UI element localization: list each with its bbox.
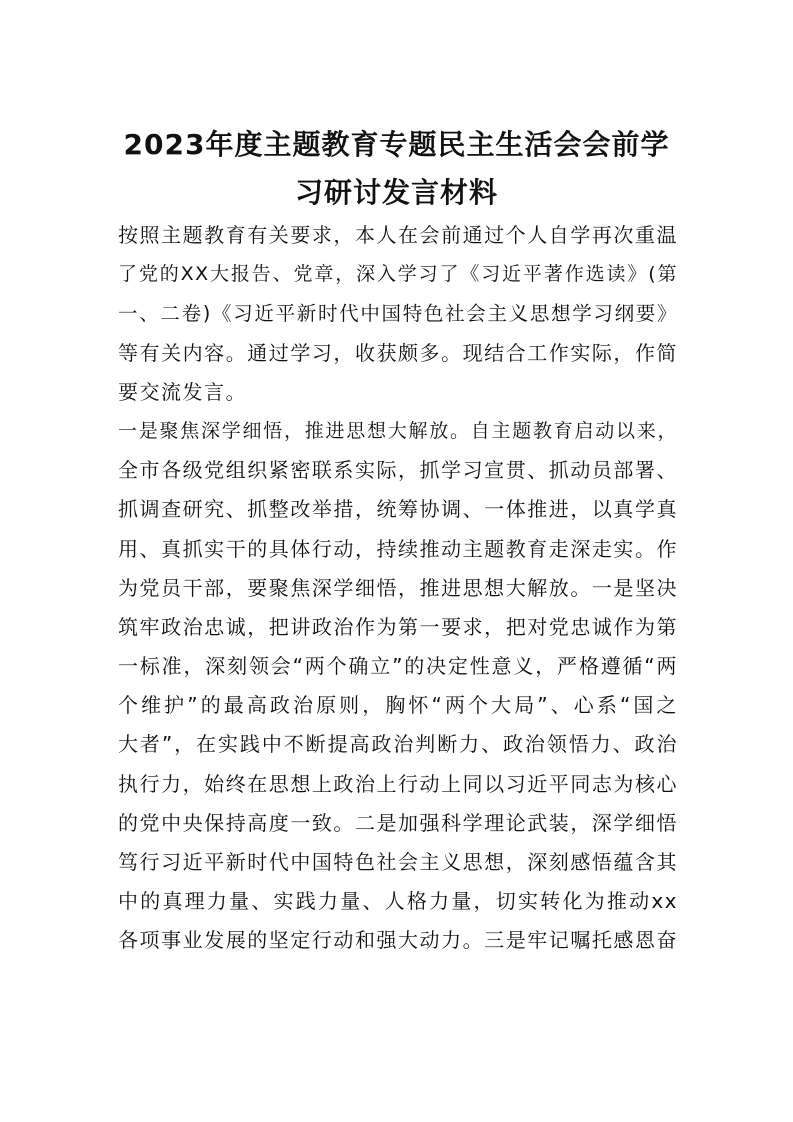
text-line: 一是聚焦深学细悟，推进思想大解放。自主题教育启动以来，: [118, 419, 678, 442]
text-line: 抓调查研究、抓整改举措，统筹协调、一体推进，以真学真: [118, 497, 678, 522]
text-line: 大者”，在实践中不断提高政治判断力、政治领悟力、政治: [118, 732, 678, 757]
text-line: 的党中央保持高度一致。二是加强科学理论武装，深学细悟: [118, 810, 678, 835]
text-line: 了党的XX大报告、党章，深入学习了《习近平著作选读》(第: [118, 263, 678, 286]
text-line: 各项事业发展的坚定行动和强大动力。三是牢记嘱托感恩奋: [118, 928, 678, 953]
paragraph-intro: [118, 216, 678, 412]
text-line: 一标准，深刻领会“两个确立”的决定性意义，严格遵循“两: [118, 654, 678, 679]
text-line: 中的真理力量、实践力量、人格力量，切实转化为推动xx: [118, 889, 678, 914]
text-line: 要交流发言。: [118, 379, 247, 404]
text-line: 等有关内容。通过学习，收获颇多。现结合工作实际，作简: [118, 340, 678, 365]
text-line: 按照主题教育有关要求，本人在会前通过个人自学再次重温: [118, 223, 678, 247]
document-body: [118, 216, 678, 961]
text-line: 用、真抓实干的具体行动，持续推动主题教育走深走实。作: [118, 536, 678, 561]
text-line: 执行力，始终在思想上政治上行动上同以习近平同志为核心: [118, 771, 678, 796]
text-line: 个维护”的最高政治原则，胸怀“两个大局”、心系“国之: [118, 693, 678, 718]
text-line: 笃行习近平新时代中国特色社会主义思想，深刻感悟蕴含其: [118, 850, 678, 874]
paragraph-point-one: [118, 412, 678, 961]
text-line: 全市各级党组织紧密联系实际，抓学习宣贯、抓动员部署、: [118, 458, 678, 483]
text-line: 为党员干部，要聚焦深学细悟，推进思想大解放。一是坚决: [118, 575, 678, 600]
document-title-line-2: 习研讨发言材料: [294, 176, 498, 209]
text-line: 筑牢政治忠诚，把讲政治作为第一要求，把对党忠诚作为第: [118, 614, 678, 639]
text-line: 一、二卷)《习近平新时代中国特色社会主义思想学习纲要》: [118, 302, 678, 326]
document-title-line-1: 2023年度主题教育专题民主生活会会前学: [123, 128, 670, 161]
